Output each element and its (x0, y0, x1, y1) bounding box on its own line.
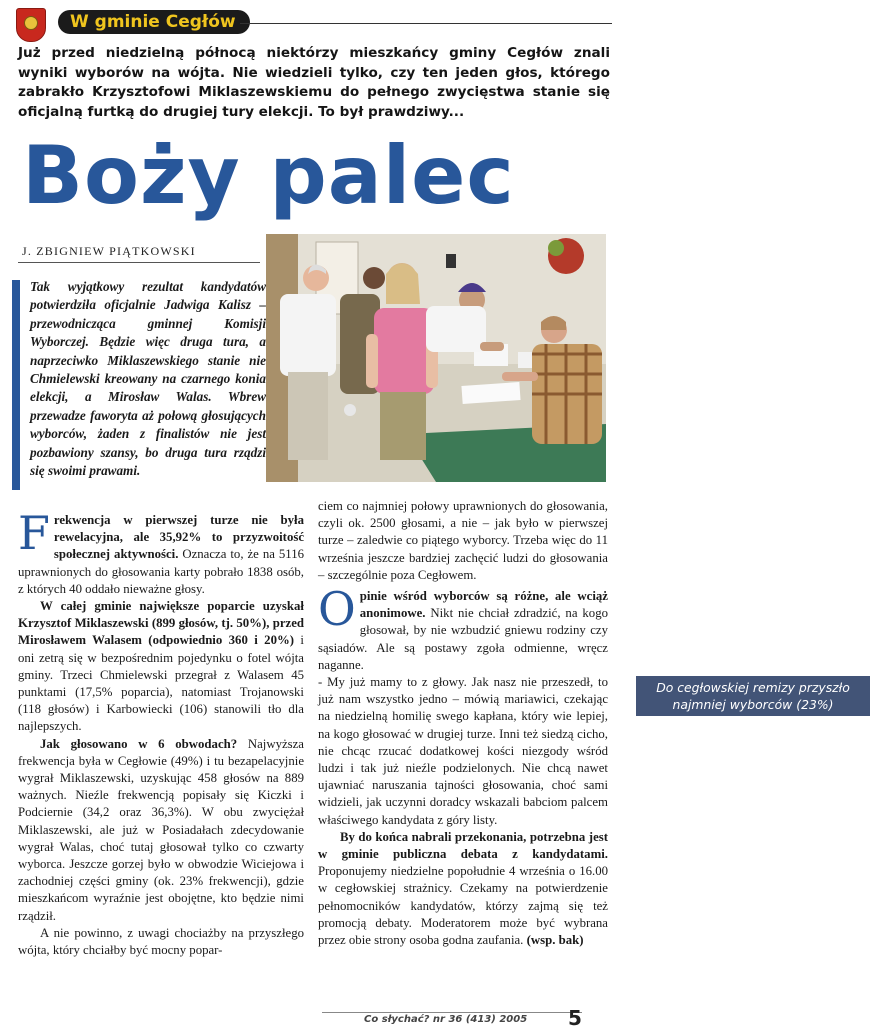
paragraph-districts-body: Najwyższa frekwencja była w Cegłowie (49%) i tu bezapelacyjnie wygrał Miklaszewski, uzyskując 458 głosów na 889 ważnych. Nieźle frekwencją popisały się Kiczki i Podciernie (34,2 oraz 36,3%). W obu zwyciężał Miklaszewski, ale już w Posiadałach zdecydowanie wygrał Walas, choć tutaj głosował tylko co czwarty wyborca. Jeszcze gorzej było w obwodzie Wiciejowa i zachodniej części gminy (ok. 23% frekwencji), gdzie mieszkańcom wyraźnie jest obojętne, kto będzie nimi rządził. (18, 736, 304, 923)
election-photo-image (266, 234, 606, 482)
intro-accent-bar (12, 280, 20, 490)
section-title: W gminie Cegłów (58, 10, 250, 34)
intro-paragraph: Tak wyjątkowy rezultat kandydatów potwierdziła oficjalnie Jadwiga Kalisz – przewodnicząca gminnej Komisji Wyborczej. Będzie więc druga tura, a naprzeciwko Miklaszewskiego stanie nie Chmielewski kreowany na czarnego konia elekcji, a Mirosław Walas. Wbrew przewadze faworyta aż połową głosujących wyborców, żaden z finalistów nie jest pozbawiony szansy, bo druga tura rządzi się swoimi prawami. (30, 279, 266, 479)
paragraph-opinions-lead: pinie wśród wyborców są różne, ale wciąż anonimowe. (359, 589, 608, 621)
paragraph-turnout (18, 506, 304, 598)
coat-of-arms-icon (16, 8, 46, 42)
paragraph-results (18, 598, 304, 736)
byline-divider (18, 262, 260, 263)
photo-caption: Do cegłowskiej remizy przyszło najmniej wyborców (23%) (636, 676, 870, 716)
paragraph-debate-lead: By do końca nabrali przekonania, potrzebna jest w gminie publiczna debata z kandydatami. (318, 829, 608, 862)
dropcap: F (18, 506, 50, 560)
paragraph-opinions (318, 582, 608, 674)
author-byline: J. ZBIGNIEW PIĄTKOWSKI (22, 244, 196, 258)
paragraph-districts-lead: Jak głosowano w 6 obwodach? (40, 736, 238, 751)
footer-divider (322, 1012, 582, 1013)
section-header (10, 6, 610, 36)
headline: Boży palec (22, 129, 515, 222)
article-column-left (18, 506, 304, 959)
header-divider (240, 23, 612, 24)
paragraph-results-body: i oni zetrą się w bezpośrednim pojedynku o fotel wójta gminy. Trzeci Chmielewski przegrał z Walasem 45 punktami (17,5% poparcia), natomiast Trojanowski (118 głosów) i Karbowiecki (106) stanowili tło dla najlepszych. (18, 633, 304, 734)
page-number: 5 (568, 1006, 582, 1030)
dropcap: O (318, 582, 356, 637)
paragraph-districts (18, 736, 304, 925)
author-signature: (wsp. bak) (523, 933, 584, 948)
paragraph-turnout-lead: rekwencja w pierwszej turze nie była rewelacyjna, ale 35,92% to przyzwoitość społecznej aktywności. (53, 513, 304, 562)
article-column-right (318, 498, 608, 949)
paragraph-continuation: A nie powinno, z uwagi chociażby na przyszłego wójta, który chciałby być mocny popar- (18, 925, 304, 958)
paragraph-quote: - My już mamy to z głowy. Jak nasz nie przeszedł, to już nam wszystko jedno – mówią mariawici, czekając na niedzielną homilię swego kapłana, który wie lepiej, na kogo głosować w drugiej turze. Inni też siedzą cicho, nie chcąc rzucać dodatkowej kości niezgody wśród ludzi i tak już nieźle podzielonych. Nie chcą nawet ujawniać naruszania tajności głosowania, choć sami widzieli, jak uczynni doradcy wskazali babciom palcem właściwego kandydata z góry listy. (318, 675, 608, 827)
paragraph-turnout-body: Oznacza to, że na 5116 uprawnionych do głosowania karty pobrało 1838 osób, z których 40 oddało nieważne głosy. (18, 547, 304, 596)
paragraph-debate (318, 829, 608, 949)
paragraph-support: ciem co najmniej połowy uprawnionych do głosowania, czyli ok. 2500 głosami, a nie – jak było w pierwszej turze – zaledwie co piątego wyborcy. Trzeba więc do 11 września jeszcze bardziej zachęcić ludzi do głosowania – szczególnie poza Cegłowem. (318, 499, 608, 582)
lead-paragraph: Już przed niedzielną północą niektórzy mieszkańcy gminy Cegłów znali wyniki wyborów na wójta. Nie wiedzieli tylko, czy ten jeden głos, którego zabrakło Krzysztofowi Miklaszewskiemu do pełnego zwycięstwa stanie się oficjalną furtką do drugiej tury elekcji. To był prawdziwy... (18, 45, 610, 120)
paragraph-results-lead: W całej gminie największe poparcie uzyskał Krzysztof Miklaszewski (899 głosów, tj. 50%), przed Mirosławem Walasem (odpowiednio 360 i 20%) (18, 599, 304, 648)
paragraph-opinions-body: Nikt nie chciał zdradzić, na kogo głosował, by nie wzbudzić gniewu rodziny czy sąsiadów. Ale są postawy zgoła odmienne, wręcz naganne. (318, 606, 608, 672)
paragraph-debate-body: Proponujemy niedzielne popołudnie 4 września o 16.00 w cegłowskiej strażnicy. Czekamy na potwierdzenie pełnomocników kandydatów, którzy zajmą się też promocją debaty. Moderatorem może być wybrana przez obie strony osoba godna zaufania. (318, 864, 608, 948)
publication-footer: Co słychać? nr 36 (413) 2005 (364, 1014, 528, 1025)
